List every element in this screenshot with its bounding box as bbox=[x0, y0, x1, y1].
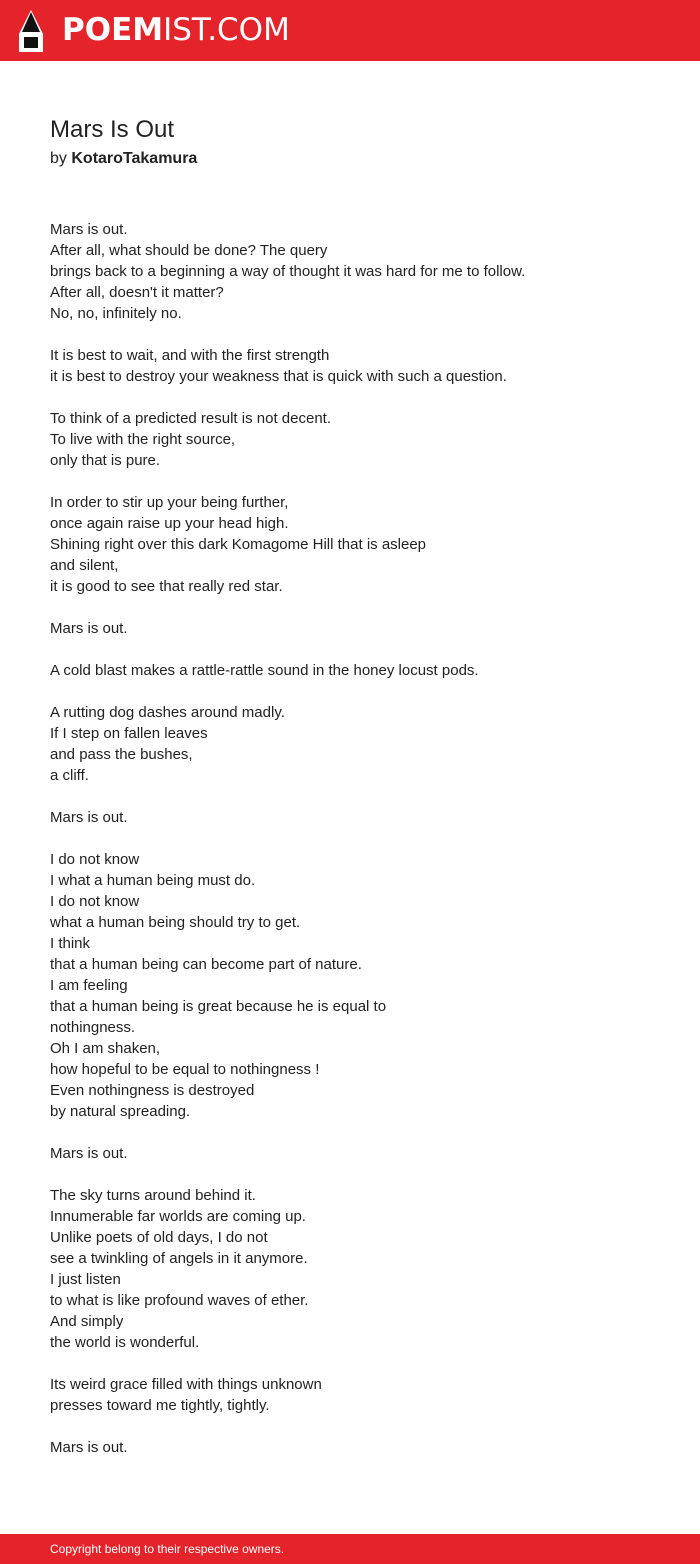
poem-line: to what is like profound waves of ether. bbox=[50, 1292, 309, 1309]
poem-stanza bbox=[50, 1143, 670, 1164]
poem-stanza bbox=[50, 849, 670, 1122]
poem-line: see a twinkling of angels in it anymore. bbox=[50, 1250, 308, 1267]
site-header bbox=[0, 0, 700, 61]
poem-line: and pass the bushes, bbox=[50, 746, 193, 763]
poem-line: Shining right over this dark Komagome Hill that is asleep bbox=[50, 536, 427, 553]
poem-line: Mars is out. bbox=[50, 620, 128, 637]
poem-line: how hopeful to be equal to nothingness ! bbox=[50, 1061, 320, 1078]
poem-line: Its weird grace filled with things unknown bbox=[50, 1376, 322, 1393]
poem-line: a cliff. bbox=[50, 767, 89, 784]
poem-line: I am feeling bbox=[50, 977, 128, 994]
poem-line: The sky turns around behind it. bbox=[50, 1187, 256, 1204]
poem-line: To think of a predicted result is not decent. bbox=[50, 410, 331, 427]
poem-line: only that is pure. bbox=[50, 452, 161, 469]
poem-line: nothingness. bbox=[50, 1019, 136, 1036]
poem-line: by natural spreading. bbox=[50, 1103, 191, 1120]
byline bbox=[50, 150, 197, 168]
poem-stanza bbox=[50, 1437, 670, 1458]
poem-line: It is best to wait, and with the first strength bbox=[50, 347, 330, 364]
poem-line: Oh I am shaken, bbox=[50, 1040, 161, 1057]
pen-nib-icon[interactable] bbox=[18, 10, 44, 52]
poem-line: In order to stir up your being further, bbox=[50, 494, 289, 511]
poem-line: and silent, bbox=[50, 557, 119, 574]
poem-stanza bbox=[50, 618, 670, 639]
poem-line: And simply bbox=[50, 1313, 124, 1330]
poem-line: Mars is out. bbox=[50, 809, 128, 826]
poem-stanza bbox=[50, 807, 670, 828]
poem-line: it is best to destroy your weakness that is quick with such a question. bbox=[50, 368, 507, 385]
poem-line: what a human being should try to get. bbox=[50, 914, 301, 931]
poem-line: After all, doesn't it matter? bbox=[50, 284, 224, 301]
poem-line: Unlike poets of old days, I do not bbox=[50, 1229, 268, 1246]
poem-line: presses toward me tightly, tightly. bbox=[50, 1397, 270, 1414]
author-link[interactable]: KotaroTakamura bbox=[71, 150, 198, 167]
poem-line: I do not know bbox=[50, 851, 140, 868]
poem-stanza bbox=[50, 660, 670, 681]
poem-stanza bbox=[50, 1374, 670, 1416]
site-logo[interactable] bbox=[62, 12, 290, 48]
copyright-notice: Copyright belong to their respective owners. bbox=[50, 1542, 285, 1556]
poem-stanza bbox=[50, 345, 670, 387]
poem-line: Mars is out. bbox=[50, 1145, 128, 1162]
poem-line: I do not know bbox=[50, 893, 140, 910]
poem-stanza bbox=[50, 1185, 670, 1353]
poem-stanza bbox=[50, 219, 670, 324]
by-label: by bbox=[50, 150, 67, 167]
logo-brand-light: IST.COM bbox=[163, 12, 290, 48]
poem-line: Mars is out. bbox=[50, 1439, 128, 1456]
poem-line: the world is wonderful. bbox=[50, 1334, 200, 1351]
poem-line: it is good to see that really red star. bbox=[50, 578, 283, 595]
site-footer bbox=[0, 1534, 700, 1564]
poem-line: After all, what should be done? The query bbox=[50, 242, 328, 259]
poem-body bbox=[50, 219, 670, 1479]
logo-brand-bold: POEM bbox=[62, 12, 164, 48]
poem-line: No, no, infinitely no. bbox=[50, 305, 182, 322]
poem-line: If I step on fallen leaves bbox=[50, 725, 208, 742]
poem-line: once again raise up your head high. bbox=[50, 515, 289, 532]
poem-line: A rutting dog dashes around madly. bbox=[50, 704, 285, 721]
poem-stanza bbox=[50, 408, 670, 471]
poem-line: I just listen bbox=[50, 1271, 121, 1288]
poem-stanza bbox=[50, 702, 670, 786]
poem-line: that a human being can become part of nature. bbox=[50, 956, 362, 973]
poem-line: I what a human being must do. bbox=[50, 872, 256, 889]
poem-title: Mars Is Out bbox=[50, 116, 175, 143]
poem-stanza bbox=[50, 492, 670, 597]
poem-line: A cold blast makes a rattle-rattle sound in the honey locust pods. bbox=[50, 662, 479, 679]
poem-line: brings back to a beginning a way of thought it was hard for me to follow. bbox=[50, 263, 526, 280]
poem-line: that a human being is great because he is equal to bbox=[50, 998, 387, 1015]
poem-line: To live with the right source, bbox=[50, 431, 236, 448]
poem-line: Even nothingness is destroyed bbox=[50, 1082, 255, 1099]
poem-line: Mars is out. bbox=[50, 221, 128, 238]
poem-line: Innumerable far worlds are coming up. bbox=[50, 1208, 306, 1225]
poem-line: I think bbox=[50, 935, 91, 952]
